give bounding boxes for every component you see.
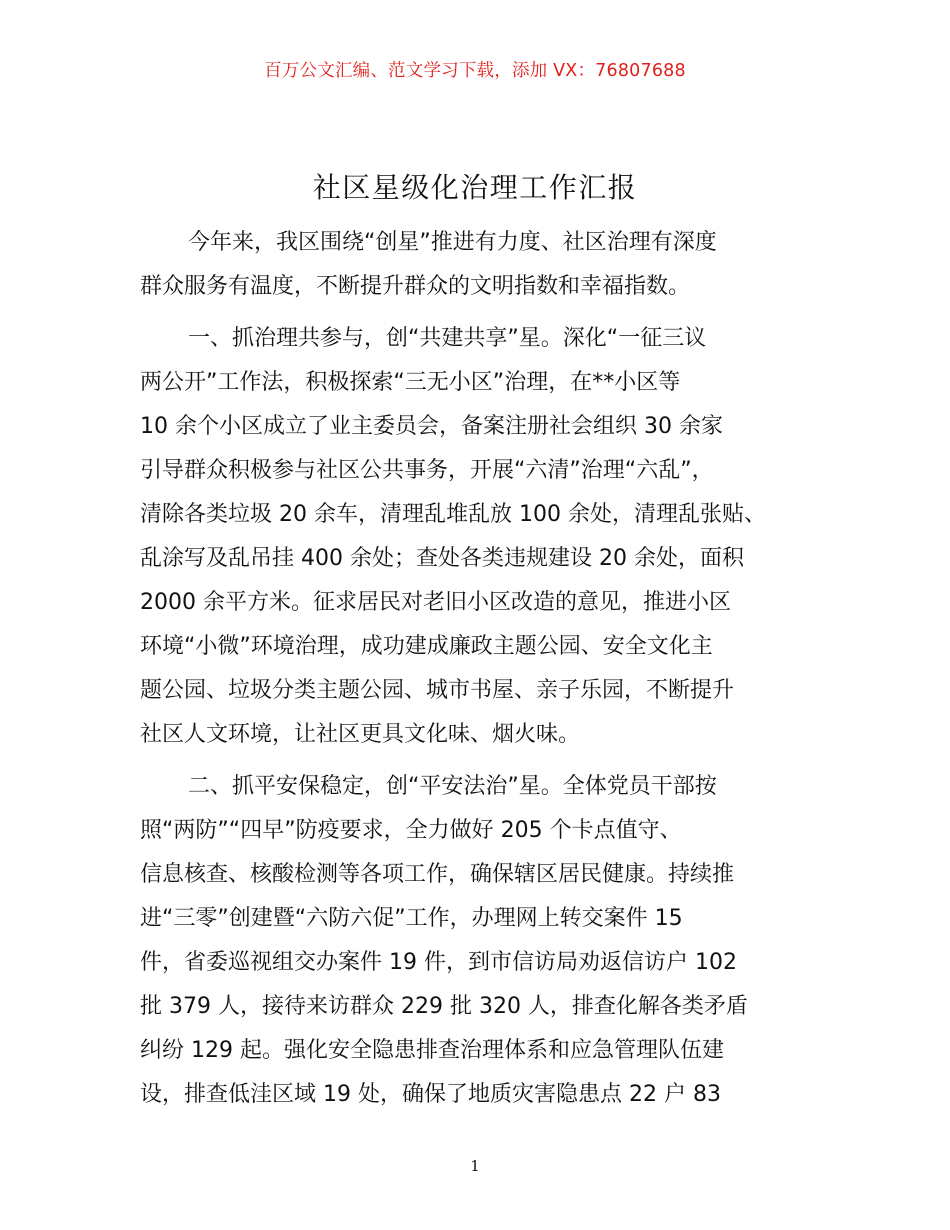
paragraph-line: 题公园、垃圾分类主题公园、城市书屋、亲子乐园，不断提升 — [140, 678, 735, 703]
watermark-header-note: 百万公文汇编、范文学习下载，添加 VX：76807688 — [264, 61, 686, 81]
paragraph-line: 两公开”工作法，积极探索“三无小区”治理，在**小区等 — [140, 370, 681, 395]
paragraph-line: 纠纷 129 起。强化安全隐患排查治理体系和应急管理队伍建 — [140, 1038, 724, 1063]
paragraph-line: 一、抓治理共参与，创“共建共享”星。深化“一征三议 — [188, 326, 707, 351]
paragraph-line: 2000 余平方米。征求居民对老旧小区改造的意见，推进小区 — [140, 590, 731, 615]
paragraph-line: 照“两防”“四早”防疫要求，全力做好 205 个卡点值守、 — [140, 818, 682, 843]
paragraph-line: 乱涂写及乱吊挂 400 余处；查处各类违规建设 20 余处，面积 — [140, 546, 744, 571]
document-title: 社区星级化治理工作汇报 — [312, 171, 638, 204]
paragraph-line: 设，排查低洼区域 19 处，确保了地质灾害隐患点 22 户 83 — [140, 1082, 721, 1107]
paragraph-line: 件，省委巡视组交办案件 19 件，到市信访局劝返信访户 102 — [140, 950, 737, 975]
paragraph-line: 环境“小微”环境治理，成功建成廉政主题公园、安全文化主 — [140, 634, 713, 659]
paragraph-line: 今年来，我区围绕“创星”推进有力度、社区治理有深度 — [188, 230, 717, 255]
paragraph-line: 群众服务有温度，不断提升群众的文明指数和幸福指数。 — [140, 274, 691, 299]
paragraph-line: 10 余个小区成立了业主委员会，备案注册社会组织 30 余家 — [140, 414, 723, 439]
paragraph-line: 信息核查、核酸检测等各项工作，确保辖区居民健康。持续推 — [140, 862, 735, 887]
paragraph-line: 二、抓平安保稳定，创“平安法治”星。全体党员干部按 — [188, 774, 717, 799]
paragraph-line: 清除各类垃圾 20 余车，清理乱堆乱放 100 余处，清理乱张贴、 — [140, 502, 766, 527]
paragraph-line: 社区人文环境，让社区更具文化味、烟火味。 — [140, 722, 581, 747]
page-number: 1 — [470, 1157, 480, 1175]
paragraph-line: 进“三零”创建暨“六防六促”工作，办理网上转交案件 15 — [140, 906, 683, 931]
paragraph-line: 引导群众积极参与社区公共事务，开展“六清”治理“六乱”， — [140, 458, 714, 483]
paragraph-line: 批 379 人，接待来访群众 229 批 320 人，排查化解各类矛盾 — [140, 994, 748, 1019]
